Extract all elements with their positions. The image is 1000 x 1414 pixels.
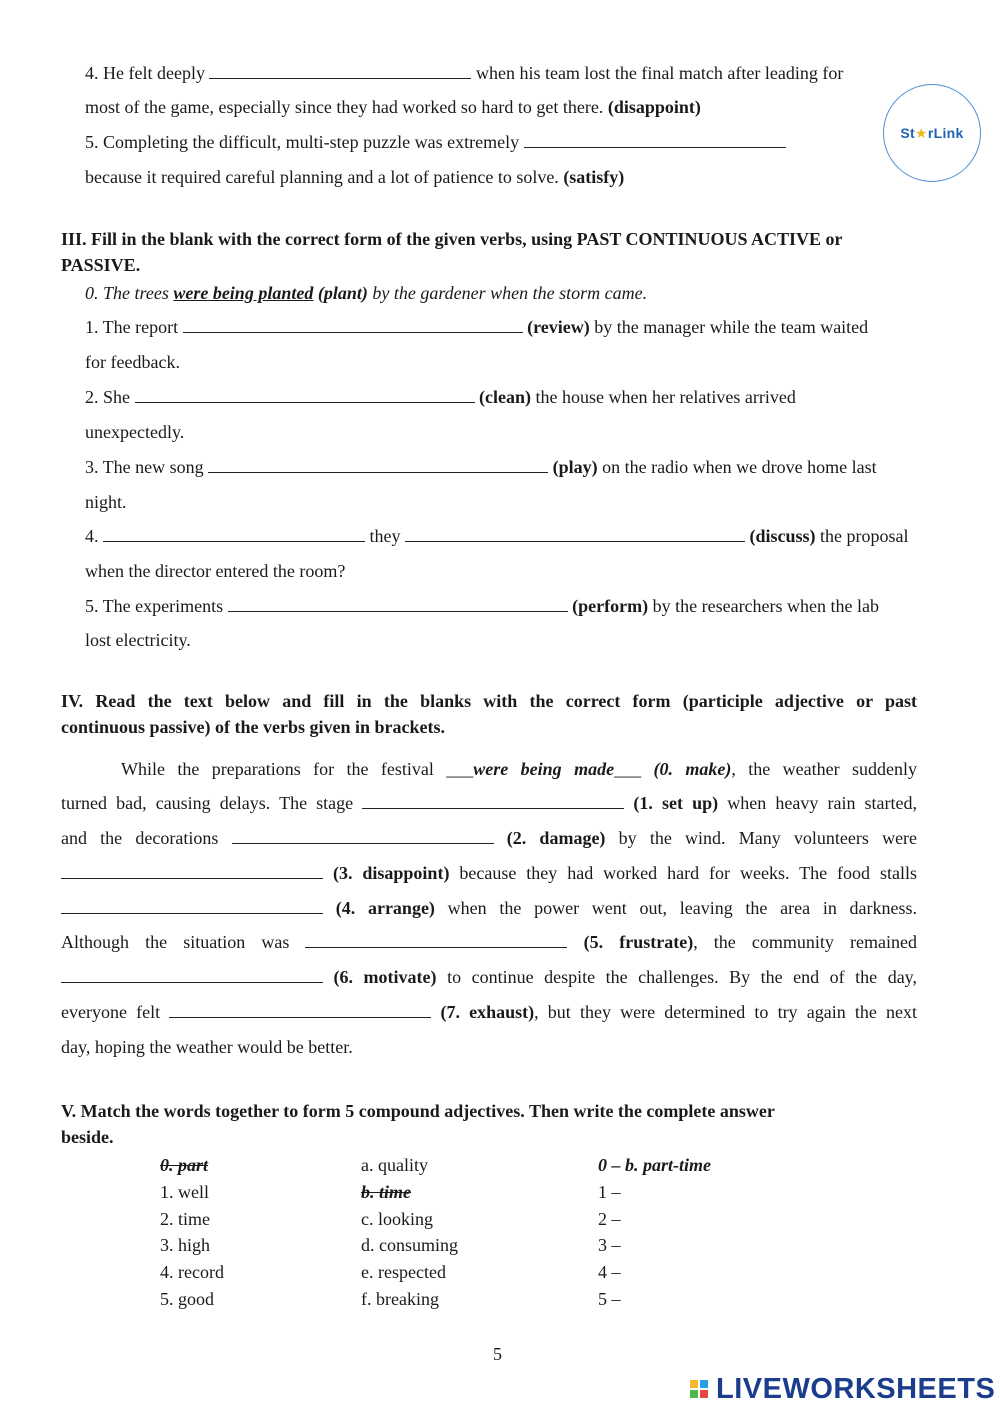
match-left-item: 5. good: [160, 1288, 214, 1309]
sec4-para-line1: While the preparations for the festival ___were being made___ (0. make), the weather suddenly: [121, 759, 918, 779]
sec4-para-line8: everyone felt (7. exhaust), but they were determined to try again the next: [61, 1002, 918, 1022]
example-answer: were being made: [473, 759, 615, 779]
sec4-para-line5: (4. arrange) when the power went out, leaving the area in darkness.: [61, 896, 917, 920]
section5-title-line1: V. Match the words together to form 5 compound adjectives. Then write the complete answer: [61, 1101, 775, 1121]
match-left-item: 1. well: [160, 1181, 209, 1202]
sec3-q5-line2: lost electricity.: [85, 630, 191, 650]
answer-blank[interactable]: [61, 966, 323, 983]
sec2-q4-line2: most of the game, especially since they had worked so hard to get there. (disappoint): [85, 97, 701, 117]
answer-blank[interactable]: [405, 525, 745, 542]
match-left-item: 3. high: [160, 1235, 211, 1256]
sec4-para-line6: Although the situation was (5. frustrate), the community remained: [61, 932, 917, 952]
match-answer[interactable]: 4 –: [598, 1262, 621, 1283]
match-middle-item: c. looking: [361, 1208, 433, 1229]
section4-title-line1: IV. Read the text below and fill in the blanks with the correct form (participle adjective or past: [61, 691, 917, 711]
answer-blank[interactable]: [208, 456, 548, 473]
answer-blank[interactable]: [209, 62, 471, 79]
match-answer[interactable]: 5 –: [598, 1288, 621, 1309]
liveworksheets-brand: [690, 1374, 995, 1404]
answer-blank[interactable]: [61, 862, 323, 879]
match-middle-item: a. quality: [361, 1155, 428, 1175]
sec2-q4-line1: 4. He felt deeply when his team lost the final match after leading for: [85, 63, 844, 83]
match-middle-item: e. respected: [361, 1262, 446, 1283]
match-answer[interactable]: 3 –: [598, 1235, 621, 1256]
section5-title-line2: beside.: [61, 1127, 114, 1147]
answer-blank[interactable]: [103, 525, 365, 542]
answer-blank[interactable]: [135, 386, 475, 403]
match-middle-item: f. breaking: [361, 1288, 439, 1309]
sec4-para-line2: turned bad, causing delays. The stage (1. set up) when heavy rain started,: [61, 793, 918, 813]
sec3-q4-line1: 4. they (discuss) the proposal: [85, 526, 909, 546]
example-answer: were being planted: [173, 283, 314, 303]
icon-square-green: [690, 1390, 698, 1398]
section3-title-line2: PASSIVE.: [61, 255, 141, 275]
sec4-para-line3: and the decorations (2. damage) by the wind. Many volunteers were: [61, 828, 918, 848]
sec4-para-line7: (6. motivate) to continue despite the challenges. By the end of the day,: [61, 965, 917, 989]
answer-blank[interactable]: [305, 931, 567, 948]
answer-blank[interactable]: [228, 595, 568, 612]
match-answer: 0 – b. part-time: [598, 1155, 711, 1175]
liveworksheets-wordmark: LIVEWORKSHEETS: [716, 1372, 996, 1405]
sec3-q3-line2: night.: [85, 492, 127, 512]
starlink-logo: [883, 84, 981, 182]
icon-square-yellow: [690, 1380, 698, 1388]
verb-hint: (disappoint): [607, 97, 701, 117]
star-icon: ★: [915, 124, 928, 141]
match-answer[interactable]: 2 –: [598, 1208, 621, 1229]
sec3-q1-line2: for feedback.: [85, 352, 180, 372]
section3-example: 0. The trees were being planted (plant) by the gardener when the storm came.: [85, 283, 648, 303]
answer-blank[interactable]: [524, 131, 786, 148]
sec3-q3-line1: 3. The new song (play) on the radio when we drove home last: [85, 457, 877, 477]
match-column-left: [160, 1152, 224, 1313]
section4-title-line2: continuous passive) of the verbs given in brackets.: [61, 717, 446, 737]
answer-blank[interactable]: [61, 897, 323, 914]
starlink-logo-text: St★rLink: [900, 124, 964, 141]
answer-blank[interactable]: [183, 316, 523, 333]
match-middle-item: b. time: [361, 1181, 411, 1202]
match-column-answers: [598, 1152, 711, 1313]
sec3-q2-line2: unexpectedly.: [85, 422, 185, 442]
answer-blank[interactable]: [362, 792, 624, 809]
answer-blank[interactable]: [169, 1001, 431, 1018]
page-number: 5: [493, 1344, 502, 1364]
verb-hint: (satisfy): [563, 167, 625, 187]
match-answer[interactable]: 1 –: [598, 1181, 621, 1202]
match-left-item: 0. part: [160, 1155, 209, 1175]
liveworksheets-icon: [690, 1380, 708, 1398]
icon-square-blue: [700, 1380, 708, 1388]
match-left-item: 4. record: [160, 1262, 224, 1283]
section3-title-line1: III. Fill in the blank with the correct form of the given verbs, using PAST CONTINUOUS ACTIVE or: [61, 229, 843, 249]
sec4-para-line9: day, hoping the weather would be better.: [61, 1037, 353, 1057]
sec2-q5-line2: because it required careful planning and a lot of patience to solve. (satisfy): [85, 167, 625, 187]
sec3-q4-line2: when the director entered the room?: [85, 561, 346, 581]
icon-square-red: [700, 1390, 708, 1398]
sec3-q5-line1: 5. The experiments (perform) by the researchers when the lab: [85, 596, 880, 616]
sec3-q1-line1: 1. The report (review) by the manager while the team waited: [85, 317, 869, 337]
sec3-q2-line1: 2. She (clean) the house when her relatives arrived: [85, 387, 796, 407]
match-left-item: 2. time: [160, 1208, 210, 1229]
sec2-q5-line1: 5. Completing the difficult, multi-step puzzle was extremely: [85, 130, 786, 154]
match-middle-item: d. consuming: [361, 1235, 458, 1256]
sec4-para-line4: (3. disappoint) because they had worked hard for weeks. The food stalls: [61, 861, 917, 885]
match-column-middle: [361, 1152, 458, 1313]
answer-blank[interactable]: [232, 827, 494, 844]
